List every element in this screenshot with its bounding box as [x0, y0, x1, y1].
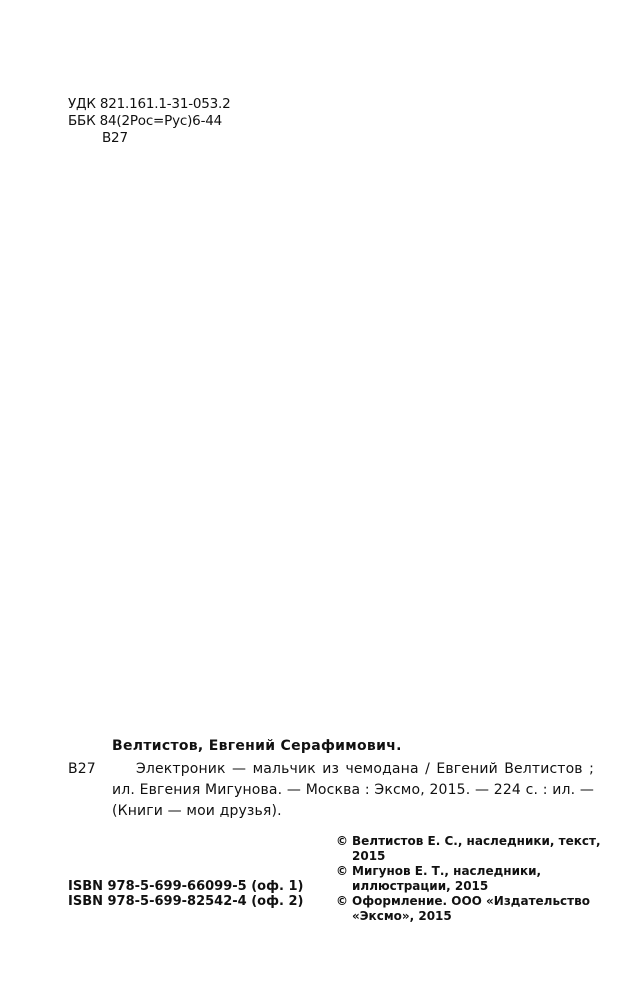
- copyright-block: [336, 834, 606, 924]
- bibliographic-record: [68, 736, 594, 822]
- isbn-block: [68, 879, 303, 909]
- copyright-text: Велтистов Е. С., наследники, текст, 2015: [352, 834, 601, 863]
- copyright-symbol: ©: [336, 864, 348, 878]
- bibliographic-description: Электроник — мальчик из чемодана / Евгений Велтистов ; ил. Евгения Мигунова. — Москва : Эксмо, 2015. — 224 с. : ил. — (Книги — мои друзья).: [112, 761, 594, 819]
- author-mark: В27: [102, 130, 128, 146]
- isbn-line: ISBN 978-5-699-82542-4 (оф. 2): [68, 894, 304, 909]
- copyright-item: [336, 864, 606, 894]
- copyright-item: [336, 894, 606, 924]
- copyright-text: Оформление. ООО «Издательство «Эксмо», 2015: [352, 894, 590, 923]
- author-heading: Велтистов, Евгений Серафимович.: [112, 738, 402, 754]
- isbn-line: ISBN 978-5-699-66099-5 (оф. 1): [68, 879, 304, 894]
- classification-block: [68, 96, 231, 147]
- bbk-code: ББК 84(2Рос=Рус)6-44: [68, 113, 223, 129]
- copyright-text: Мигунов Е. Т., наследники, иллюстрации, 2015: [352, 864, 542, 893]
- udk-code: УДК 821.161.1-31-053.2: [68, 96, 231, 112]
- copyright-item: [336, 834, 606, 864]
- bibliographic-entry: [68, 759, 594, 822]
- copyright-symbol: ©: [336, 834, 348, 848]
- author-mark-code: В27: [68, 761, 96, 777]
- copyright-symbol: ©: [336, 894, 348, 908]
